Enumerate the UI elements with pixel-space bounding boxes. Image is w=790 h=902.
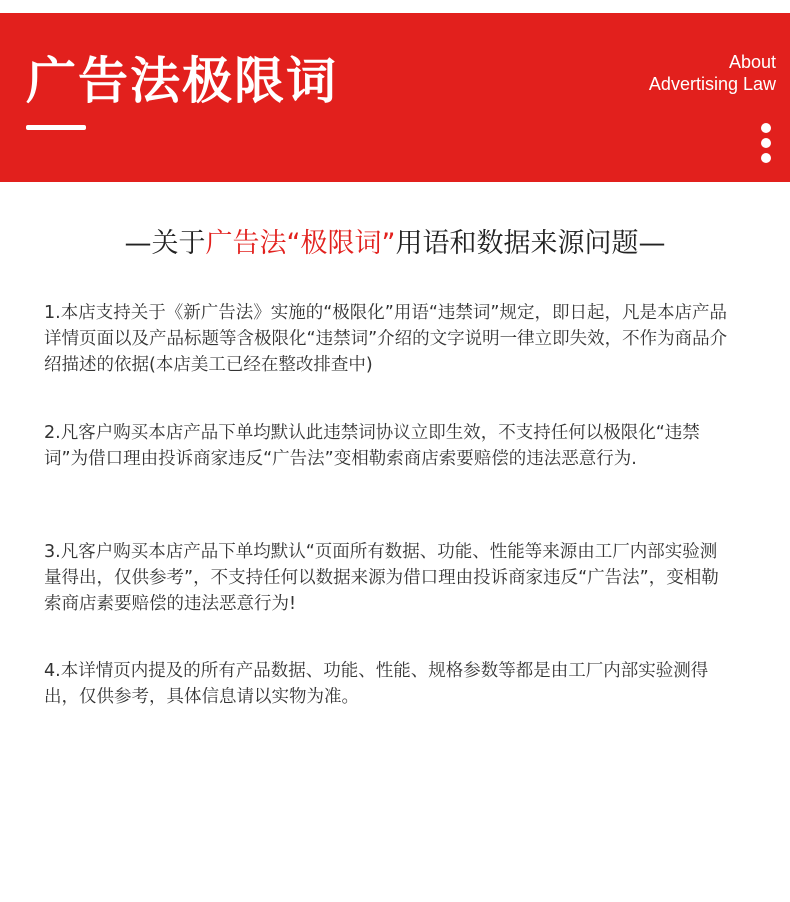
- heading-prefix: —关于: [124, 228, 206, 259]
- section-heading: [0, 226, 790, 262]
- heading-highlight: 广告法“极限词”: [205, 228, 396, 259]
- clause-4: 4.本详情页内提及的所有产品数据、功能、性能、规格参数等都是由工厂内部实验测得出，仅供参考，具体信息请以实物为准。: [44, 661, 709, 707]
- clause-3: 3.凡客户购买本店产品下单均默认“页面所有数据、功能、性能等来源由工厂内部实验测量得出，仅供参考”，不支持任何以数据来源为借口理由投诉商家违反“广告法”，变相勒索商店素要赔偿的违法恶意行为!: [44, 542, 719, 614]
- banner-english-subtitle: [649, 51, 776, 95]
- dot: [761, 153, 771, 163]
- banner-title: 广告法极限词: [26, 52, 338, 110]
- subtitle-line-about: About: [728, 52, 776, 72]
- heading-suffix: 用语和数据来源问题—: [395, 228, 666, 259]
- header-banner: [0, 13, 790, 182]
- subtitle-line-advertising-law: Advertising Law: [648, 74, 776, 94]
- title-underline: [26, 125, 86, 130]
- clause-1: 1.本店支持关于《新广告法》实施的“极限化”用语“违禁词”规定，即日起，凡是本店产品详情页面以及产品标题等含极限化“违禁词”介绍的文字说明一律立即失效，不作为商品介绍描述的依据(本店美工已经在整改排查中): [44, 303, 728, 375]
- more-vertical-icon[interactable]: [760, 123, 772, 163]
- dot: [761, 123, 771, 133]
- clause-2: 2.凡客户购买本店产品下单均默认此违禁词协议立即生效，不支持任何以极限化“违禁词”为借口理由投诉商家违反“广告法”变相勒索商店索要赔偿的违法恶意行为.: [44, 423, 700, 469]
- dot: [761, 138, 771, 148]
